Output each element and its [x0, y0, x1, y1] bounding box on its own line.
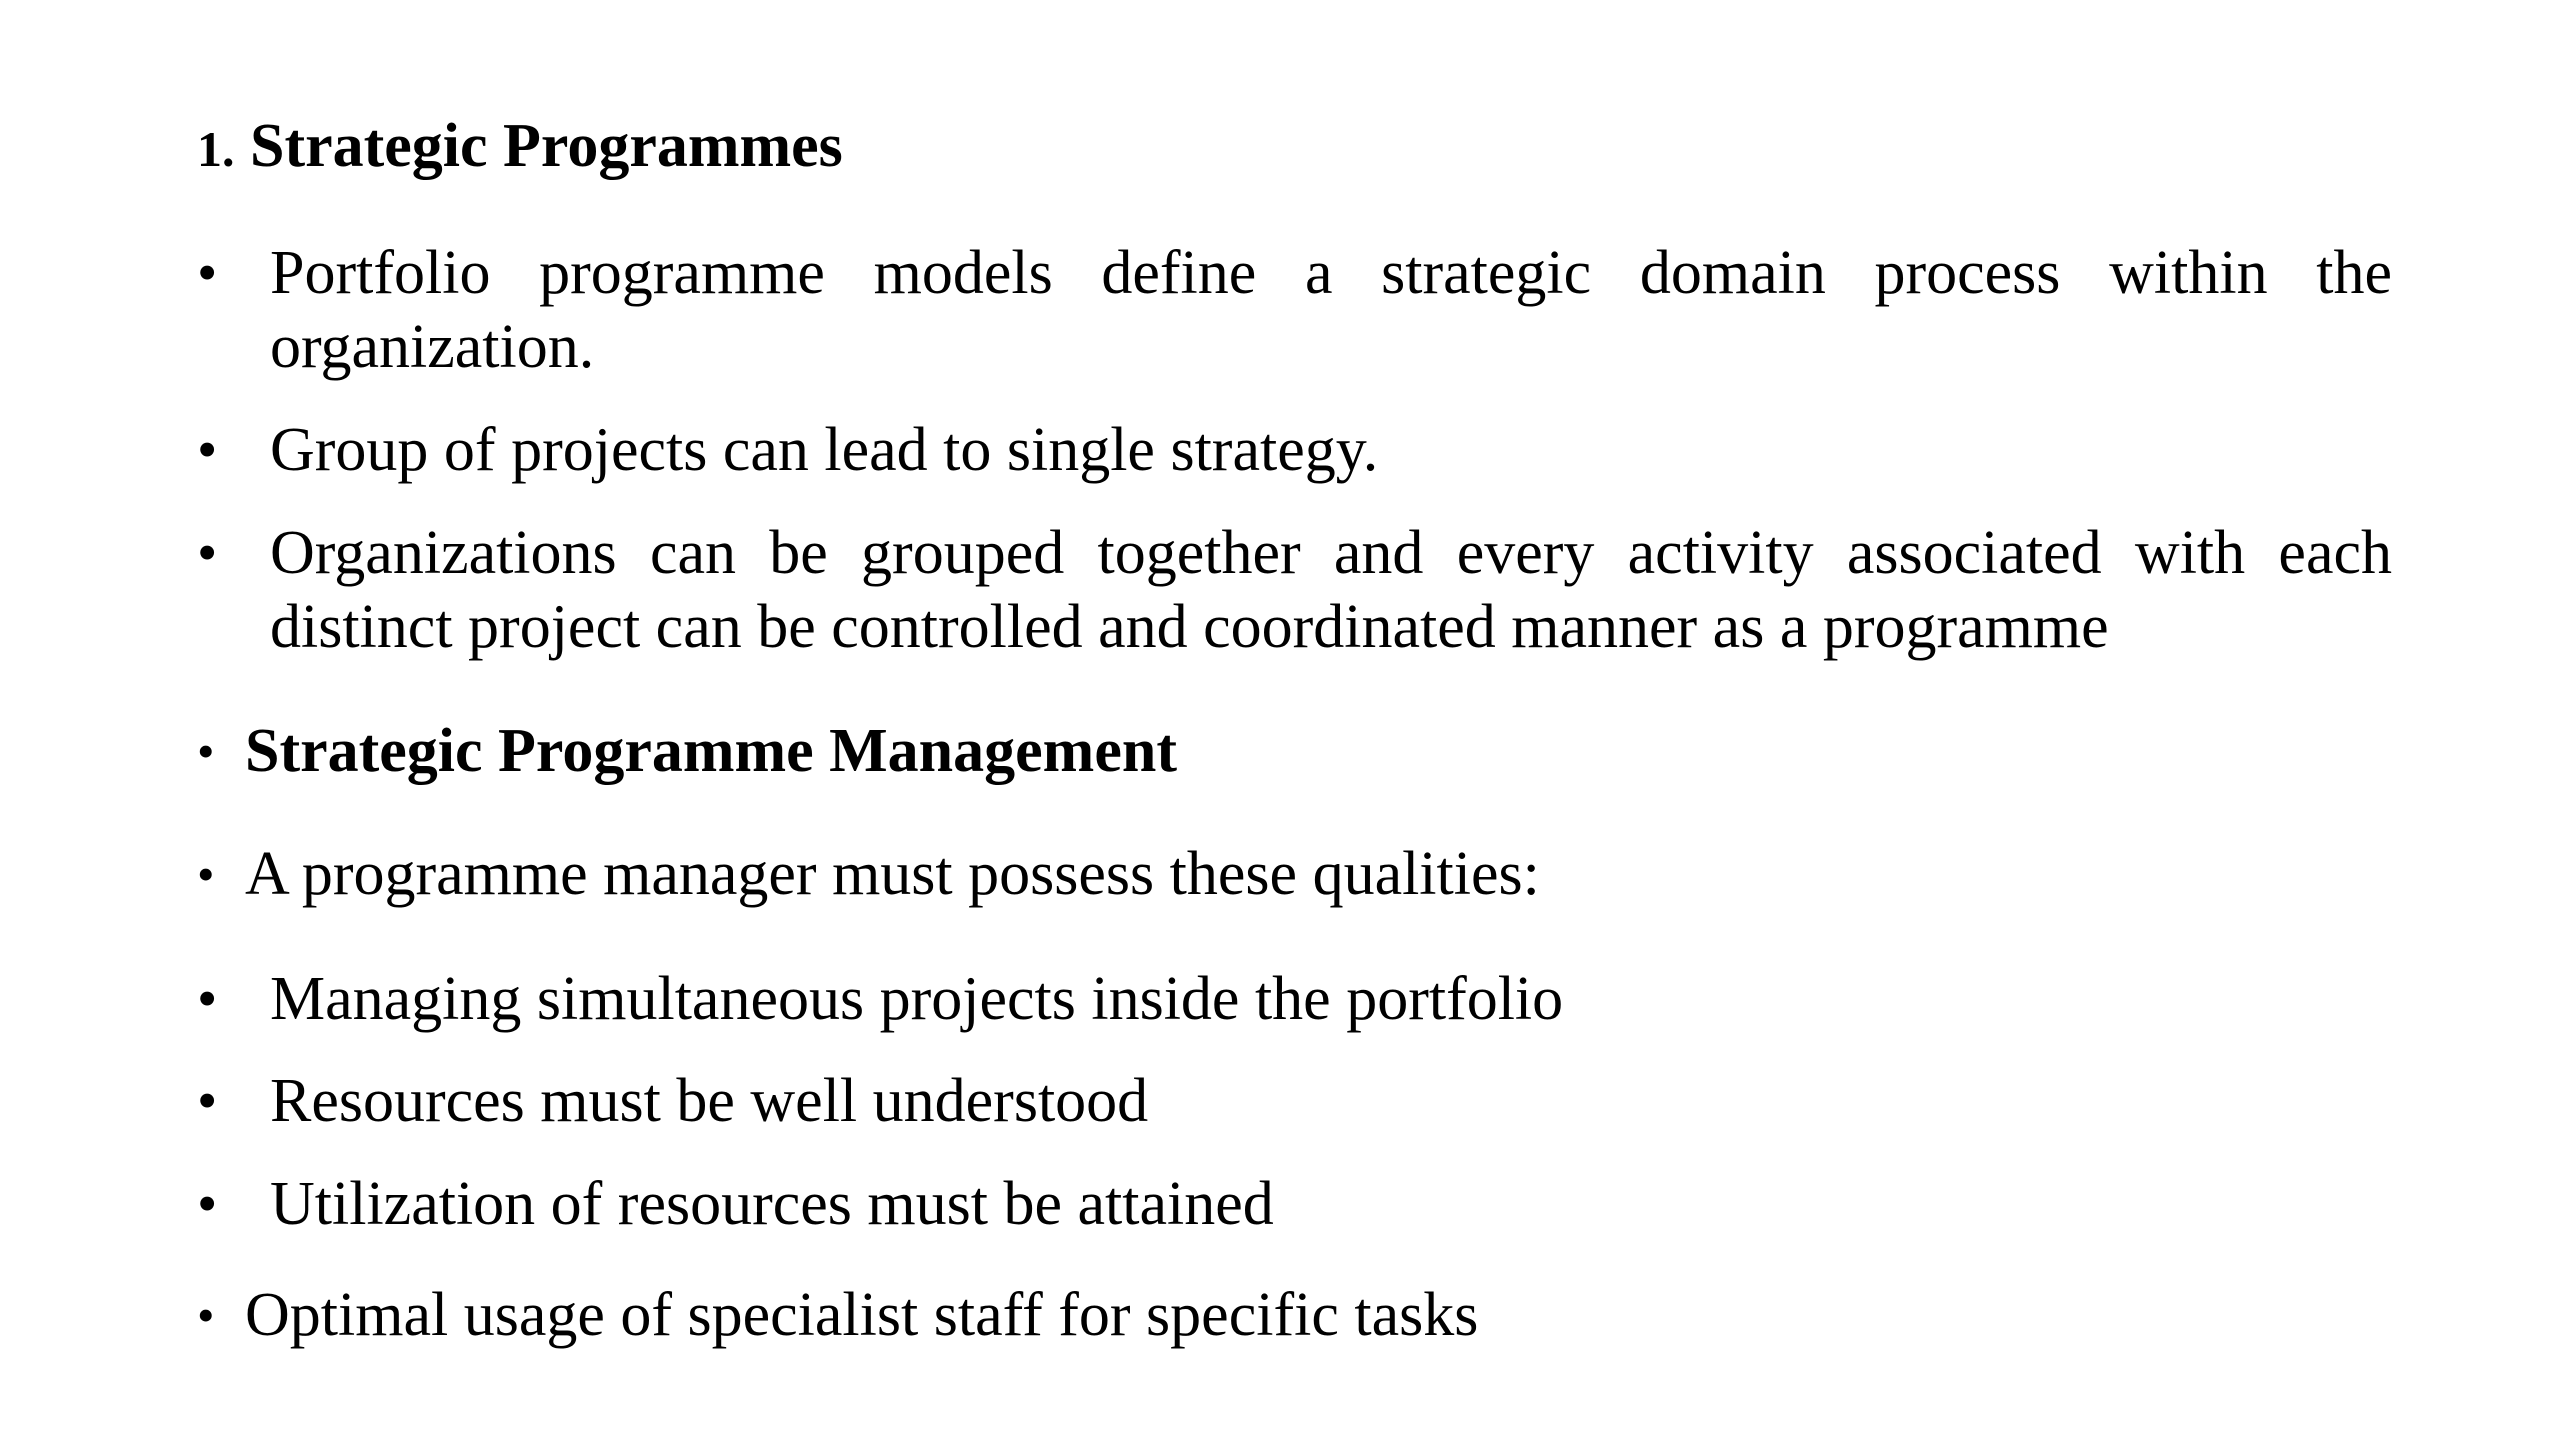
list-item-text: Utilization of resources must be attained: [270, 1170, 1274, 1238]
bullet-icon: •: [197, 1287, 215, 1343]
list-item-text: Group of projects can lead to single strategy.: [270, 416, 1379, 484]
list-item-text: Managing simultaneous projects inside the portfolio: [270, 965, 1564, 1033]
bullet-icon: •: [197, 966, 218, 1031]
bullet-icon: •: [197, 520, 218, 585]
bullet-icon: •: [197, 1171, 218, 1236]
bullet-icon: •: [197, 417, 218, 482]
section-heading: [197, 110, 843, 185]
list-item-text: Portfolio programme models define a strategic domain process within the organization.: [270, 239, 2392, 381]
bullet-icon: •: [197, 1068, 218, 1133]
list-item-text: Optimal usage of specialist staff for specific tasks: [245, 1281, 1479, 1349]
bullet-icon: •: [197, 240, 218, 305]
section-number: 1.: [197, 121, 235, 177]
list-item-text: Strategic Programme Management: [245, 717, 1177, 785]
section-title: Strategic Programmes: [250, 112, 843, 180]
bullet-icon: •: [197, 723, 215, 779]
bullet-icon: •: [197, 846, 215, 902]
list-item-text: A programme manager must possess these qualities:: [245, 840, 1540, 908]
list-item-text: Organizations can be grouped together and every activity associated with each distinct project can be controlled and coordinated manner as a programme: [270, 519, 2392, 661]
list-item-text: Resources must be well understood: [270, 1067, 1149, 1135]
